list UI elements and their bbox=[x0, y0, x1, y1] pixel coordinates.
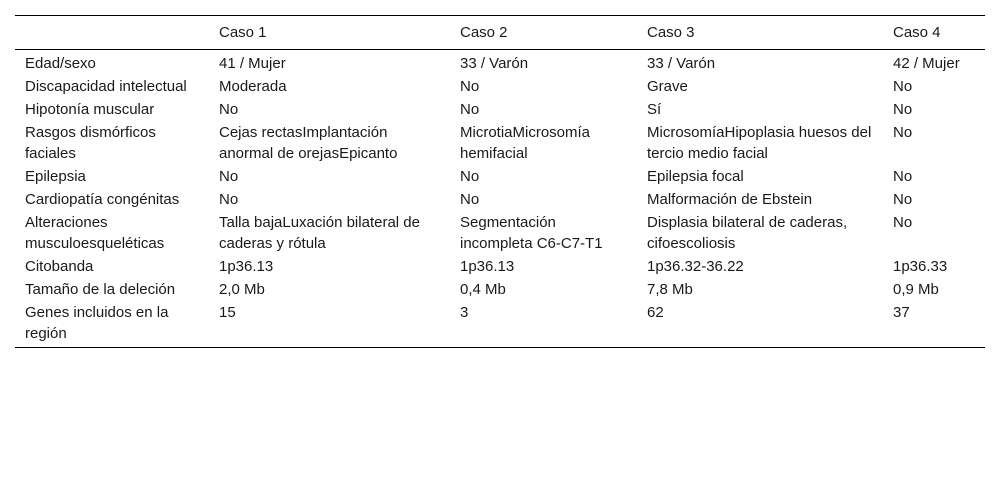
table-cell: Sí bbox=[647, 101, 662, 118]
table-cell: No bbox=[460, 168, 480, 185]
row-label: Citobanda bbox=[25, 258, 94, 275]
row-label: Edad/sexo bbox=[25, 55, 96, 72]
row-label: Rasgos dismórficos faciales bbox=[25, 124, 156, 162]
table-cell: 1p36.13 bbox=[219, 258, 274, 275]
table-cell: 1p36.33 bbox=[893, 258, 948, 275]
table-cell: Talla bajaLuxación bilateral de caderas y rótula bbox=[219, 214, 420, 252]
table-row bbox=[15, 75, 985, 98]
table-cell: No bbox=[460, 101, 480, 118]
header-cell-label bbox=[15, 16, 209, 50]
header-cell-caso-4: Caso 4 bbox=[893, 24, 941, 41]
table-cell: Cejas rectasImplantación anormal de orejasEpicanto bbox=[219, 124, 398, 162]
header-cell-caso-2: Caso 2 bbox=[460, 24, 508, 41]
table-cell: Grave bbox=[647, 78, 688, 95]
table-cell: 15 bbox=[219, 304, 236, 321]
row-label: Tamaño de la deleción bbox=[25, 281, 176, 298]
table-cell: No bbox=[219, 168, 239, 185]
header-cell-caso-1: Caso 1 bbox=[219, 24, 267, 41]
table-cell: Segmentación incompleta C6-C7-T1 bbox=[460, 214, 603, 252]
row-label: Discapacidad intelectual bbox=[25, 78, 187, 95]
table-cell: No bbox=[893, 191, 913, 208]
table-container bbox=[15, 15, 985, 348]
table-cell: No bbox=[219, 191, 239, 208]
table-body bbox=[15, 50, 985, 348]
table-cell: No bbox=[893, 101, 913, 118]
table-row bbox=[15, 255, 985, 278]
table-cell: No bbox=[893, 124, 913, 141]
table-cell: 0,9 Mb bbox=[893, 281, 939, 298]
table-cell: Epilepsia focal bbox=[647, 168, 744, 185]
table-cell: 2,0 Mb bbox=[219, 281, 265, 298]
table-cell: No bbox=[219, 101, 239, 118]
table-cell: No bbox=[460, 78, 480, 95]
table-cell: Moderada bbox=[219, 78, 287, 95]
table-cell: Displasia bilateral de caderas, cifoescoliosis bbox=[647, 214, 848, 252]
table-cell: No bbox=[893, 214, 913, 231]
table-cell: 42 / Mujer bbox=[893, 55, 960, 72]
table-cell: No bbox=[893, 78, 913, 95]
table-row bbox=[15, 165, 985, 188]
table-row bbox=[15, 301, 985, 348]
table-cell: 1p36.32-36.22 bbox=[647, 258, 744, 275]
table-cell: 7,8 Mb bbox=[647, 281, 693, 298]
table-cell: MicrotiaMicrosomía hemifacial bbox=[460, 124, 591, 162]
header-row bbox=[15, 16, 985, 50]
table-row bbox=[15, 121, 985, 165]
table-header bbox=[15, 16, 985, 50]
row-label: Hipotonía muscular bbox=[25, 101, 155, 118]
table-cell: Malformación de Ebstein bbox=[647, 191, 813, 208]
table-cell: 41 / Mujer bbox=[219, 55, 286, 72]
table-cell: MicrosomíaHipoplasia huesos del tercio medio facial bbox=[647, 124, 872, 162]
header-cell-caso-3: Caso 3 bbox=[647, 24, 695, 41]
row-label: Alteraciones musculoesqueléticas bbox=[25, 214, 165, 252]
table-cell: 37 bbox=[893, 304, 910, 321]
table-cell: 3 bbox=[460, 304, 469, 321]
table-row bbox=[15, 98, 985, 121]
table-row bbox=[15, 278, 985, 301]
row-label: Genes incluidos en la región bbox=[25, 304, 169, 342]
table-cell: No bbox=[460, 191, 480, 208]
table-cell: 62 bbox=[647, 304, 664, 321]
table-row bbox=[15, 50, 985, 76]
table-cell: 0,4 Mb bbox=[460, 281, 506, 298]
table-row bbox=[15, 188, 985, 211]
table-cell: No bbox=[893, 168, 913, 185]
table-row bbox=[15, 211, 985, 255]
row-label: Cardiopatía congénitas bbox=[25, 191, 180, 208]
row-label: Epilepsia bbox=[25, 168, 86, 185]
clinical-cases-table bbox=[15, 15, 985, 348]
table-cell: 33 / Varón bbox=[460, 55, 529, 72]
table-cell: 33 / Varón bbox=[647, 55, 716, 72]
table-cell: 1p36.13 bbox=[460, 258, 515, 275]
